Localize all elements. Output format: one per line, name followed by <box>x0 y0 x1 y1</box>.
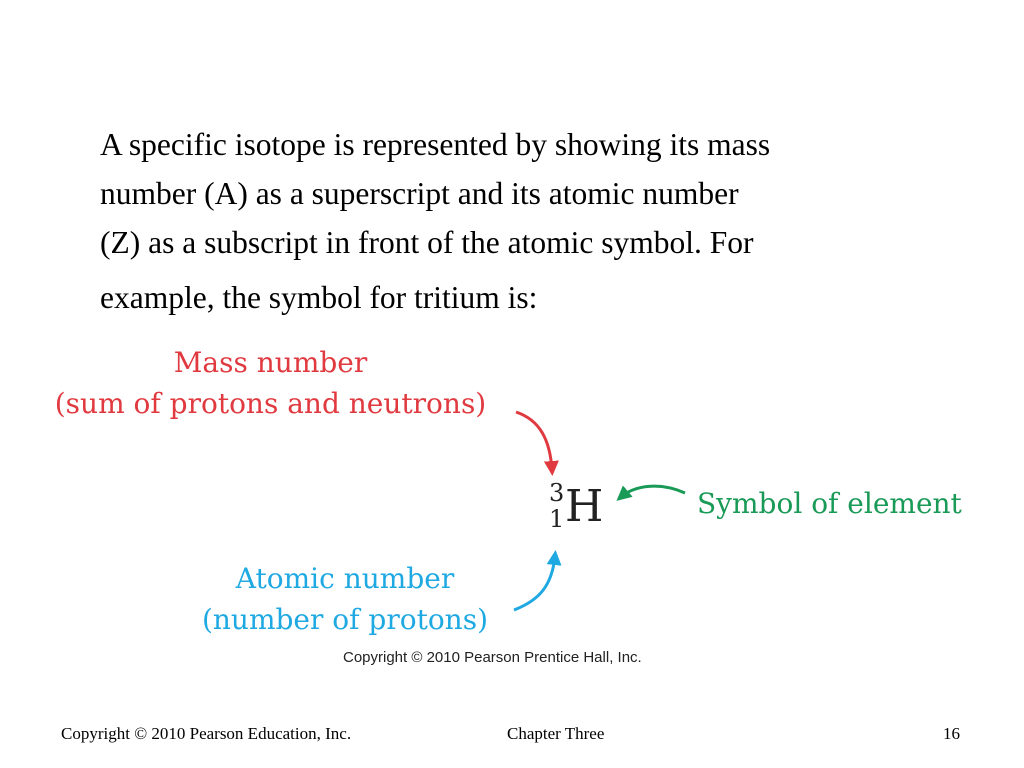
figure-copyright: Copyright © 2010 Pearson Prentice Hall, Inc. <box>343 649 642 666</box>
atomic-number-arrow <box>514 556 555 610</box>
footer-chapter: Chapter Three <box>507 724 605 743</box>
mass-number-description: (sum of protons and neutrons) <box>54 387 487 420</box>
isotope-mass-number: 3 <box>549 479 565 507</box>
paragraph-line: example, the symbol for tritium is: <box>100 280 538 315</box>
paragraph-line: A specific isotope is represented by showing its mass <box>100 127 771 162</box>
atomic-number-title: Atomic number <box>235 562 455 595</box>
footer-copyright: Copyright © 2010 Pearson Education, Inc. <box>61 724 352 743</box>
mass-number-arrow <box>516 412 552 470</box>
symbol-of-element-label: Symbol of element <box>697 487 962 520</box>
symbol-arrow <box>621 486 685 497</box>
isotope-atomic-number: 1 <box>549 505 565 533</box>
isotope-element-symbol: H <box>565 481 604 532</box>
paragraph-line: (Z) as a subscript in front of the atomic symbol. For <box>100 225 754 260</box>
paragraph-line: number (A) as a superscript and its atomic number <box>100 176 739 211</box>
atomic-number-description: (number of protons) <box>201 603 489 636</box>
mass-number-title: Mass number <box>173 346 368 379</box>
footer-page-number: 16 <box>943 724 960 743</box>
